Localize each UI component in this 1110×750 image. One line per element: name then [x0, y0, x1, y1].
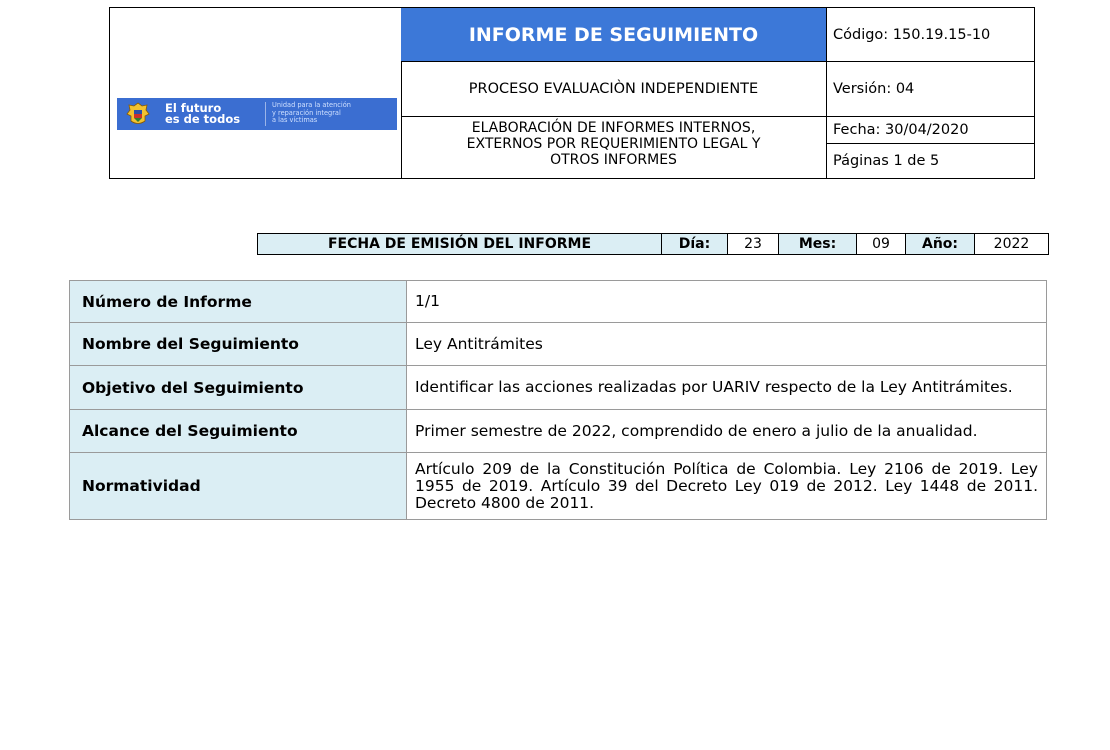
- row-value: Artículo 209 de la Constitución Política de Colombia. Ley 2106 de 2019. Ley 1955 de 2019. Artículo 39 del Decreto Ley 019 de 2012. Ley 1448 de 2011. Decreto 4800 de 2011.: [407, 453, 1047, 520]
- page-count: Páginas 1 de 5: [833, 153, 940, 169]
- table-row: [70, 281, 1047, 323]
- row-key: Alcance del Seguimiento: [70, 410, 407, 453]
- document-title: INFORME DE SEGUIMIENTO: [401, 8, 827, 62]
- row-key: Normatividad: [70, 453, 407, 520]
- document-code: Código: 150.19.15-10: [827, 8, 1034, 62]
- document-version: Versión: 04: [827, 62, 1034, 117]
- emission-label: FECHA DE EMISIÓN DEL INFORME: [258, 234, 662, 254]
- row-value: 1/1: [407, 281, 1047, 323]
- row-value: Identificar las acciones realizadas por UARIV respecto de la Ley Antitrámites.: [407, 366, 1047, 410]
- emission-date-strip: [257, 233, 1049, 255]
- logo-cell: [110, 8, 402, 178]
- document-header: [109, 7, 1035, 179]
- row-value: Ley Antitrámites: [407, 323, 1047, 366]
- day-label: Día:: [662, 234, 728, 254]
- row-key: Objetivo del Seguimiento: [70, 366, 407, 410]
- logo-institution-name: Unidad para la atención y reparación integral a las víctimas: [272, 101, 351, 125]
- table-row: [70, 410, 1047, 453]
- month-value: 09: [857, 234, 906, 254]
- logo-divider: [265, 102, 266, 126]
- table-row: [70, 323, 1047, 366]
- logo-slogan: El futuro es de todos: [165, 101, 241, 126]
- year-label: Año:: [906, 234, 975, 254]
- process-name: PROCESO EVALUACIÒN INDEPENDIENTE: [401, 62, 827, 117]
- row-key: Número de Informe: [70, 281, 407, 323]
- table-row: [70, 453, 1047, 520]
- elaboration-description: ELABORACIÓN DE INFORMES INTERNOS, EXTERNOS POR REQUERIMIENTO LEGAL Y OTROS INFORMES: [401, 117, 827, 178]
- document-date: Fecha: 30/04/2020: [827, 117, 1034, 144]
- report-info-table: [69, 280, 1047, 520]
- day-value: 23: [728, 234, 779, 254]
- row-key: Nombre del Seguimiento: [70, 323, 407, 366]
- row-value: Primer semestre de 2022, comprendido de enero a julio de la anualidad.: [407, 410, 1047, 453]
- year-value: 2022: [975, 234, 1048, 254]
- coat-of-arms-icon: [125, 101, 151, 127]
- table-row: [70, 366, 1047, 410]
- institution-logo: [117, 98, 397, 130]
- month-label: Mes:: [779, 234, 857, 254]
